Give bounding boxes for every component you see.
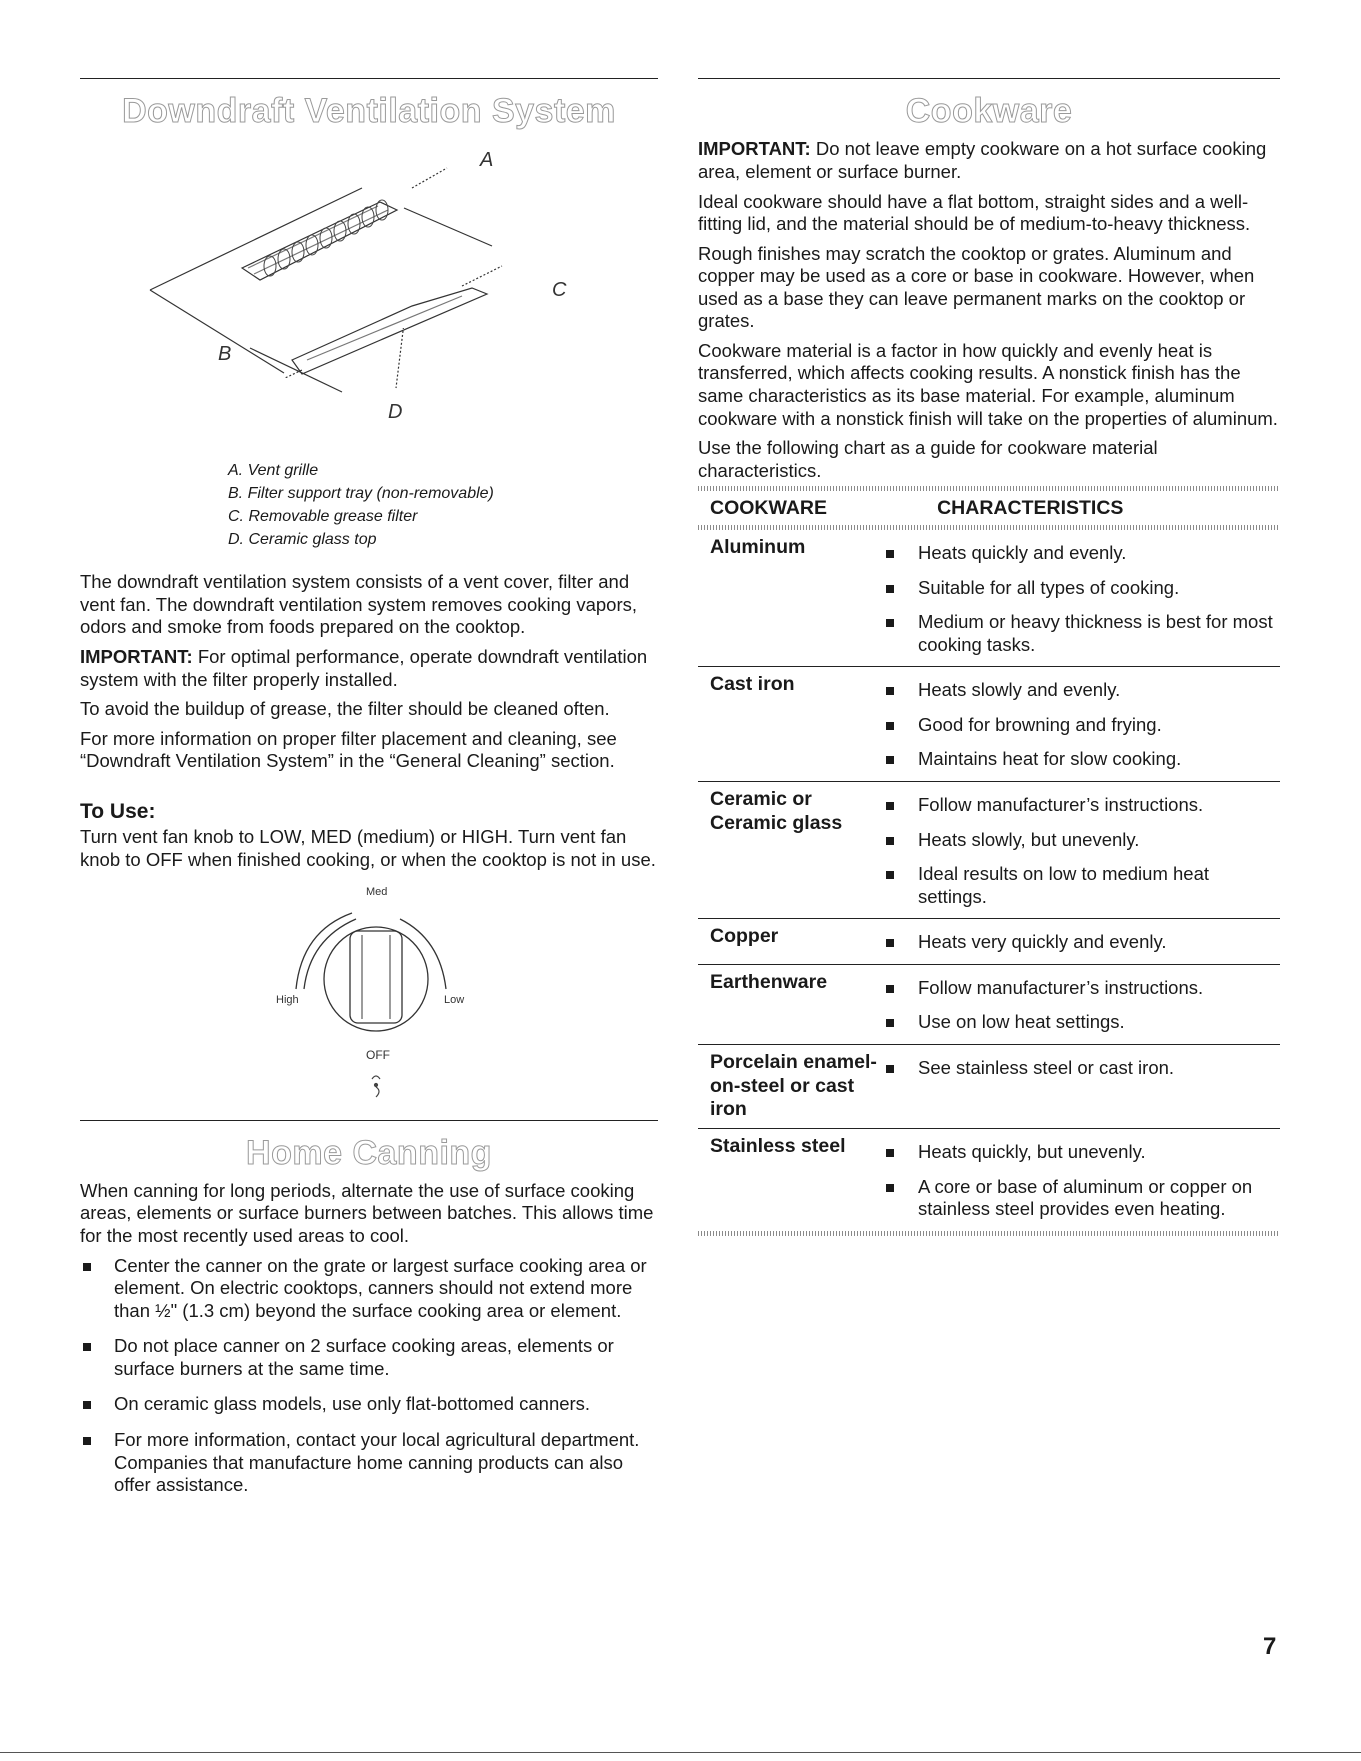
characteristics-cell [880,919,1280,965]
material-cell: Ceramic or Ceramic glass [698,781,880,918]
legend-item: C. Removable grease filter [228,507,418,525]
list-item: On ceramic glass models, use only flat-bottomed canners. [80,1393,658,1416]
list-item: Use on low heat settings. [880,1011,1280,1034]
cookware-table [698,491,1280,525]
list-item: Heats slowly, but unevenly. [880,829,1280,852]
to-use-heading: To Use: [80,799,156,823]
diagram-legend [228,460,658,551]
important-label: IMPORTANT: [80,645,193,667]
material-cell: Stainless steel [710,1135,846,1158]
table-header-row [698,491,1280,525]
left-column [80,78,658,1510]
knob-illustration [80,879,658,1114]
page-number: 7 [1263,1633,1277,1660]
label-d: D [388,401,403,424]
list-item: Center the canner on the grate or largest surface cooking area or element. On electric cooktops, canners should not extend more than ½" (1.3 cm) beyond the surface cooking area or element. [80,1255,658,1323]
table-row [698,781,1280,918]
list-item: Heats quickly and evenly. [880,542,1280,565]
list-item: Heats quickly, but unevenly. [880,1141,1280,1164]
downdraft-important [80,646,658,691]
important-label: IMPORTANT: [698,138,811,160]
material-cell: Copper [698,919,880,965]
table-row [698,1129,1280,1231]
list-item: Maintains heat for slow cooking. [880,748,1280,771]
fan-icon [372,1076,380,1097]
cookware-paragraph: Ideal cookware should have a flat bottom, straight sides and a well-fitting lid, and the material should be of medium-to-heavy thickness. [698,190,1251,235]
characteristics-cell [880,781,1280,918]
list-item: Suitable for all types of cooking. [880,577,1280,600]
label-b: B [218,343,232,366]
legend-item: A. Vent grille [228,462,319,480]
cookware-table-body [698,530,1280,1231]
characteristics-cell [880,530,1280,667]
knob-label-low: Low [444,993,465,1006]
list-item: Heats very quickly and evenly. [880,931,1280,954]
knob-label-off: OFF [366,1047,390,1062]
downdraft-title: Downdraft Ventilation System [122,92,616,130]
table-row [698,964,1280,1044]
label-a: A [480,149,494,172]
list-item: See stainless steel or cast iron. [880,1057,1280,1080]
material-cell: Cast iron [698,667,880,782]
section-rule [698,78,1280,79]
characteristics-cell [880,667,1280,782]
table-bottom-border [698,1231,1280,1236]
cookware-paragraph: Use the following chart as a guide for cookware material characteristics. [698,437,1158,481]
important-text: For optimal performance, operate downdraft ventilation system with the filter properly installed. [80,645,648,690]
page-bottom-rule [0,1752,1361,1753]
to-use-text: Turn vent fan knob to LOW, MED (medium) or HIGH. Turn vent fan knob to OFF when finished cooking, or when the cooktop is not in use. [80,826,656,870]
list-item: Follow manufacturer’s instructions. [880,794,1280,817]
vent-knob-diagram [80,879,658,1114]
knob-label-med: Med [366,885,388,898]
home-canning-title: Home Canning [246,1133,492,1172]
list-item: Ideal results on low to medium heat settings. [880,863,1280,908]
material-cell: Earthenware [698,964,880,1044]
table-row [698,667,1280,782]
right-column [698,78,1280,1236]
label-c: C [552,279,567,302]
list-item: A core or base of aluminum or copper on stainless steel provides even heating. [880,1176,1280,1221]
legend-item: B. Filter support tray (non-removable) [228,485,494,503]
list-item: Do not place canner on 2 surface cooking areas, elements or surface burners at the same time. [80,1335,658,1380]
downdraft-diagram [80,138,658,424]
list-item: For more information, contact your local agricultural department. Companies that manufacture home canning products can also offer assistance. [80,1429,658,1497]
cookware-important [698,138,1280,183]
list-item: Heats slowly and evenly. [880,679,1280,702]
downdraft-paragraph: The downdraft ventilation system consists of a vent cover, filter and vent fan. The downdraft ventilation system removes cooking vapors, odors and smoke from foods prepared on the cooktop. [80,571,637,638]
table-row [698,1044,1280,1128]
section-rule [80,1120,658,1121]
legend-item: D. Ceramic glass top [228,530,377,548]
section-rule [80,78,658,79]
material-cell: Porcelain enamel-on-steel or cast iron [698,1044,880,1128]
downdraft-illustration-lower [142,328,582,468]
downdraft-paragraph: For more information on proper filter placement and cleaning, see “Downdraft Ventilation System” in the “General Cleaning” section. [80,727,617,772]
characteristics-cell [880,964,1280,1044]
list-item: Good for browning and frying. [880,714,1280,737]
column-header-cookware: COOKWARE [710,497,827,520]
cookware-paragraph: Rough finishes may scratch the cooktop or grates. Aluminum and copper may be used as a core or base in cookware. However, when used as a base they can leave permanent marks on the cooktop or grates. [698,242,1255,332]
important-text: Do not leave empty cookware on a hot surface cooking area, element or surface burner. [698,138,1267,182]
cookware-title: Cookware [905,92,1073,130]
column-header-characteristics: CHARACTERISTICS [937,497,1124,520]
characteristics-cell [880,1129,1280,1231]
table-row [698,530,1280,667]
canning-intro: When canning for long periods, alternate the use of surface cooking areas, elements or surface burners between batches. This allows time for the most recently used areas to cool. [80,1179,654,1247]
canning-list [80,1255,658,1497]
material-cell: Aluminum [698,530,880,667]
list-item: Follow manufacturer’s instructions. [880,977,1280,1000]
characteristics-cell [880,1044,1280,1128]
list-item: Medium or heavy thickness is best for most cooking tasks. [880,611,1280,656]
table-row [698,919,1280,965]
downdraft-paragraph: To avoid the buildup of grease, the filter should be cleaned often. [80,698,610,720]
cookware-paragraph: Cookware material is a factor in how quickly and evenly heat is transferred, which affects cooking results. A nonstick finish has the same characteristics as its base material. For example, aluminum cookware with a nonstick finish will take on the properties of aluminum. [698,339,1278,429]
knob-label-high: High [276,993,299,1006]
